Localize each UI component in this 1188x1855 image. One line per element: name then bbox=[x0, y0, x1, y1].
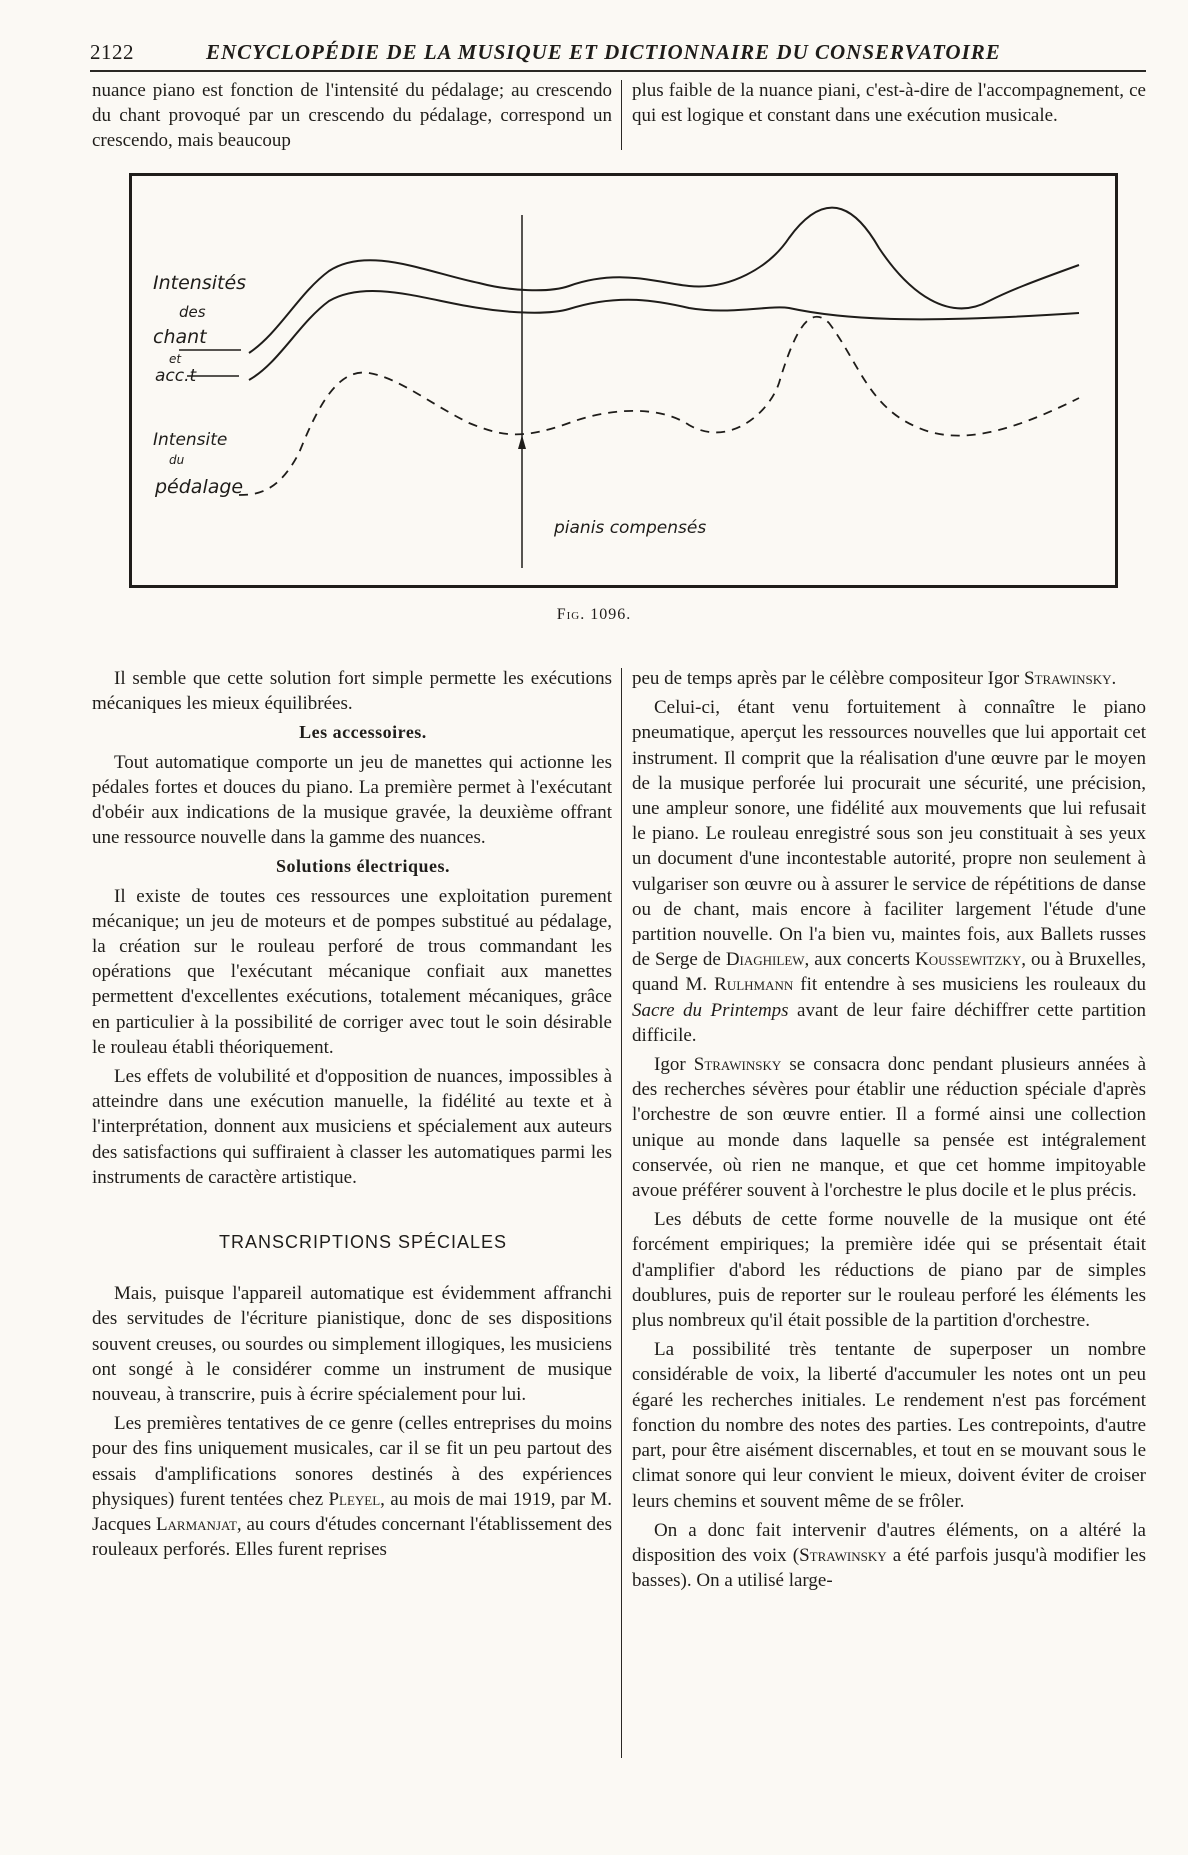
section-heading-accessoires: Les accessoires. bbox=[299, 722, 427, 743]
name-strawinsky: Strawinsky bbox=[693, 1054, 782, 1076]
right-column bbox=[632, 666, 1146, 1593]
header-rule bbox=[90, 70, 1146, 72]
top-right-text bbox=[632, 78, 1146, 128]
left-column bbox=[92, 666, 612, 1563]
figure-1096 bbox=[129, 173, 1118, 588]
accompagnement-curve bbox=[249, 291, 1079, 380]
label-acc: acc.t bbox=[155, 366, 197, 386]
pianis-arrow bbox=[518, 435, 526, 449]
page-number: 2122 bbox=[90, 40, 134, 64]
text-run: , au mois de mai 1919, par M. Jacques bbox=[92, 1488, 612, 1536]
intensity-diagram bbox=[129, 173, 1118, 588]
paragraph bbox=[92, 1411, 612, 1562]
text-run: fit entendre à ses musiciens les rouleaux du bbox=[793, 974, 1147, 996]
text-run: On a donc fait intervenir d'autres éléments, on a altéré la disposition des voix ( bbox=[632, 1519, 1146, 1566]
paragraph: Les effets de volubilité et d'opposition de nuances, impossibles à atteindre dans une exécution manuelle, la fidélité au texte et à l'interprétation, donnent aux musiciens et spécialement aux auteurs des satisfactions qui suffiraient à classer les automatiques parmi les instruments de caractère artistique. bbox=[92, 1066, 612, 1188]
section-heading-transcriptions: TRANSCRIPTIONS SPÉCIALES bbox=[218, 1232, 508, 1253]
paragraph bbox=[632, 666, 1146, 691]
paragraph: Il semble que cette solution fort simple permette les exécutions mécaniques les mieux équilibrées. bbox=[92, 668, 612, 715]
paragraph: Mais, puisque l'appareil automatique est évidemment affranchi des servitudes de l'écriture pianistique, donc de ses dispositions souvent creuses, ou sourdes ou simplement illogiques, les musiciens ont songé à le considérer comme un instrument de musique nouveau, à transcrire, puis à écrire spécialement pour lui. bbox=[92, 1283, 612, 1406]
label-du: du bbox=[169, 453, 185, 467]
title-sacre: Sacre du Printemps bbox=[632, 999, 789, 1021]
text-run: , aux concerts bbox=[804, 949, 916, 971]
label-et: et bbox=[169, 352, 182, 366]
text-run: Igor bbox=[654, 1054, 694, 1076]
name-diaghilew: Diaghilew bbox=[725, 949, 805, 971]
label-pianis-compenses: pianis compensés bbox=[554, 518, 707, 538]
paragraph: plus faible de la nuance piani, c'est-à-dire de l'accompagnement, ce qui est logique et constant dans une exécution musicale. bbox=[632, 80, 1146, 127]
label-des: des bbox=[179, 303, 206, 321]
label-intensite: Intensite bbox=[153, 430, 228, 450]
name-rulhmann: Rulhmann bbox=[714, 974, 794, 996]
name-koussewitzky: Koussewitzky bbox=[915, 949, 1022, 971]
running-head: ENCYCLOPÉDIE DE LA MUSIQUE ET DICTIONNAIRE DU CONSERVATOIRE bbox=[206, 40, 1001, 64]
text-run: . bbox=[1111, 668, 1117, 689]
label-chant: chant bbox=[153, 326, 207, 348]
text-run: , ou à Bruxelles, quand M. bbox=[632, 949, 1146, 996]
text-run: peu de temps après par le célèbre compositeur Igor bbox=[632, 668, 1024, 689]
text-run: avant de leur faire déchiffrer cette partition difficile. bbox=[632, 999, 1146, 1046]
text-run: a été parfois jusqu'à modifier les basses). On a utilisé large- bbox=[632, 1544, 1146, 1592]
top-left-text bbox=[92, 78, 612, 154]
text-run: , au cours d'études concernant l'établissement des rouleaux perforés. Elles furent reprises bbox=[92, 1514, 612, 1561]
text-run: se consacra donc pendant plusieurs années à des recherches sévères pour établir une réduction spéciale d'après l'orchestre de son œuvre entier. Il a formé ainsi une collection unique au monde dans laquelle sa pensée est intégralement conservée, où rien ne manque, et que cet homme impitoyable avoue préférer souvent à l'orchestre le plus docile et le plus précis. bbox=[632, 1054, 1147, 1202]
paragraph: Il existe de toutes ces ressources une exploitation purement mécanique; un jeu de moteurs et de pompes substitué au pédalage, la création sur le rouleau perforé de trous commandant les opérations que l'exécutant mécanique confiait aux manettes permettent d'excellentes exécutions, totalement mécaniques, grâce en particulier à la possibilité de corriger avec tout le soin désirable le rouleau établi théoriquement. bbox=[92, 885, 612, 1058]
paragraph: La possibilité très tentante de superposer un nombre considérable de voix, la liberté d'accumuler les notes ont un peu égaré les recherches initiales. Le rendement n'est pas forcément fonction du nombre des notes des parties. Les contrepoints, d'autre part, pour être aisément discernables, et tout en se mouvant sous le climat sonore qui leur convient le mieux, doivent éviter de croiser leurs chemins et souvent même de se frôler. bbox=[632, 1339, 1146, 1512]
paragraph: nuance piano est fonction de l'intensité du pédalage; au crescendo du chant provoqué par un crescendo du pédalage, correspond un crescendo, mais beaucoup bbox=[92, 80, 612, 152]
paragraph bbox=[632, 1518, 1146, 1594]
paragraph bbox=[632, 695, 1146, 1048]
paragraph: Les débuts de cette forme nouvelle de la musique ont été forcément empiriques; la première idée qui se présentait était d'amplifier d'abord les réductions de piano par de simples doublures, puis de reporter sur le rouleau perforé les éléments les plus nombreux qu'il était possible de la partition d'orchestre. bbox=[632, 1209, 1146, 1332]
chant-curve bbox=[249, 208, 1079, 353]
name-strawinsky: Strawinsky bbox=[799, 1544, 887, 1566]
paragraph: Tout automatique comporte un jeu de manettes qui actionne les pédales fortes et douces du piano. La première permet à l'exécutant d'obéir aux indications de la musique gravée, la deuxième offrant une ressource nouvelle dans la gamme des nuances. bbox=[92, 751, 612, 849]
section-heading-solutions: Solutions électriques. bbox=[275, 856, 450, 877]
name-strawinsky: Strawinsky bbox=[1023, 668, 1112, 689]
name-larmanjat: Larmanjat bbox=[155, 1514, 237, 1536]
pedalage-curve bbox=[239, 317, 1079, 495]
column-divider bbox=[621, 668, 622, 1758]
column-divider bbox=[621, 80, 622, 150]
label-pedalage: pédalage bbox=[155, 476, 244, 498]
figure-caption: Fig. 1096. bbox=[556, 606, 632, 623]
text-run: Celui-ci, étant venu fortuitement à connaître le piano pneumatique, aperçut les ressources nouvelles que lui apportait cet instrument. Il comprit que la réalisation d'une œuvre par le moyen de la musique perforée lui procurait une sécurité, une précision, une ampleur sonore, une fidélité aux mouvements que lui refusait le piano. Le rouleau enregistré sous son jeu constituait à ses yeux un document d'une incontestable autorité, propre non seulement à vulgariser son œuvre ou à assurer le service de répétitions de danse ou de chant, mais encore à faciliter largement l'étude d'une partition nouvelle. On l'a bien vu, maintes fois, aux Ballets russes de Serge de bbox=[632, 697, 1146, 971]
label-intensites: Intensités bbox=[153, 272, 247, 294]
text-run: Les premières tentatives de ce genre (celles entreprises du moins pour des fins uniquement musicales, car il se fit un peu partout des essais d'amplifications sonores destinés à des expériences physiques) furent tentées chez bbox=[92, 1413, 612, 1510]
paragraph bbox=[632, 1052, 1146, 1203]
name-pleyel: Pleyel bbox=[328, 1488, 381, 1510]
